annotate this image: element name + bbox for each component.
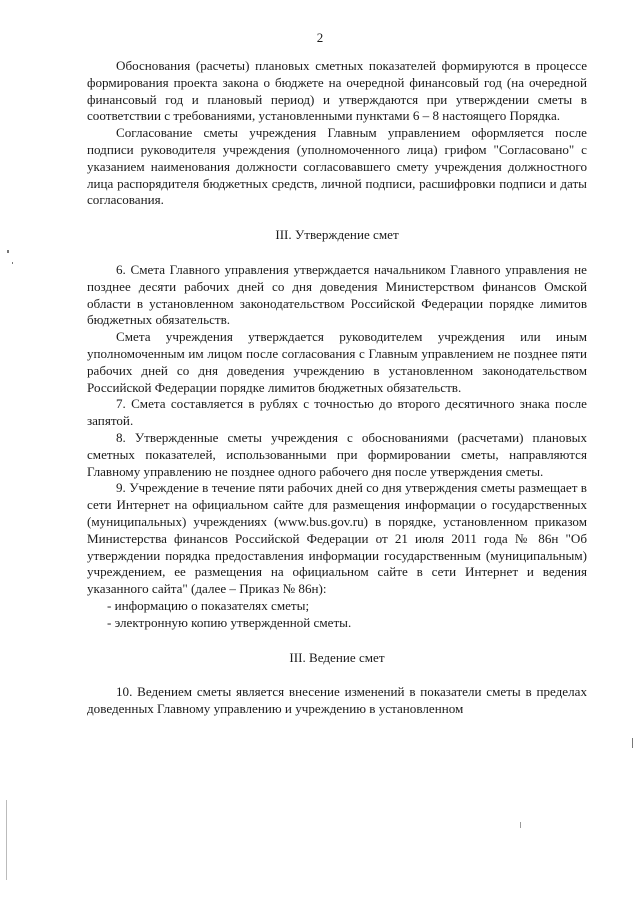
- scan-artifact: [632, 738, 633, 748]
- paragraph-justification: Обоснования (расчеты) плановых сметных показателей формируются в процессе формирования проекта закона о бюджете на очередной финансовый год (на очередной финансовый год и плановый период) и утверждаются при утверждении сметы в соответствии с требованиями, установленными пунктами 6 – 8 настоящего Порядка.: [87, 58, 587, 124]
- section-heading-approval: III. Утверждение смет: [275, 227, 399, 243]
- list-item: - информацию о показателях сметы;: [107, 597, 310, 613]
- document-body: [87, 58, 587, 718]
- paragraph-institution-estimate: Смета учреждения утверждается руководителем учреждения или иным уполномоченным им лицом после согласования с Главным управлением не позднее пяти рабочих дней со дня доведения учреждению в установленном законодательством Российской Федерации порядке лимитов бюджетных обязательств.: [87, 329, 587, 395]
- list-item: - электронную копию утвержденной сметы.: [107, 614, 352, 630]
- paragraph-item-9: 9. Учреждение в течение пяти рабочих дней со дня утверждения сметы размещает в сети Интернет на официальном сайте для размещения информации о государственных (муниципальных) учреждениях (www.bus.gov.ru) в порядке, установленном приказом Министерства финансов Российской Федерации от 21 июля 2011 года № 86н "Об утверждении порядка предоставления информации государственным (муниципальным) учреждением, ее размещения на официальном сайте в сети Интернет и ведения указанного сайта" (далее – Приказ № 86н):: [87, 480, 587, 597]
- paragraph-item-8: 8. Утвержденные сметы учреждения с обоснованиями (расчетами) плановых сметных показателей, использованными при формировании сметы, направляются Главному управлению не позднее одного рабочего дня после утверждения сметы.: [87, 429, 587, 479]
- paragraph-approval-stamp: Согласование сметы учреждения Главным управлением оформляется после подписи руководителя учреждения (уполномоченного лица) грифом "Согласовано" с указанием наименования должности согласовавшего смету учреждения должностного лица распорядителя бюджетных средств, личной подписи, расшифровки подписи и даты согласования.: [87, 125, 587, 208]
- paragraph-item-6: 6. Смета Главного управления утверждается начальником Главного управления не позднее десяти рабочих дней со дня доведения Министерством финансов Омской области в установленном законодательством Российской Федерации порядке лимитов бюджетных обязательств.: [87, 261, 587, 328]
- page-number: 2: [316, 30, 324, 45]
- scan-artifact: [6, 800, 7, 880]
- section-heading-maintenance: III. Ведение смет: [289, 649, 385, 665]
- scan-artifact: [520, 822, 521, 828]
- scan-artifact: [7, 250, 9, 253]
- scan-artifact: [12, 262, 13, 264]
- paragraph-item-7: 7. Смета составляется в рублях с точностью до второго десятичного знака после запятой.: [87, 396, 587, 429]
- paragraph-item-10: 10. Ведением сметы является внесение изменений в показатели сметы в пределах доведенных Главному управлению и учреждению в установленном: [87, 684, 587, 717]
